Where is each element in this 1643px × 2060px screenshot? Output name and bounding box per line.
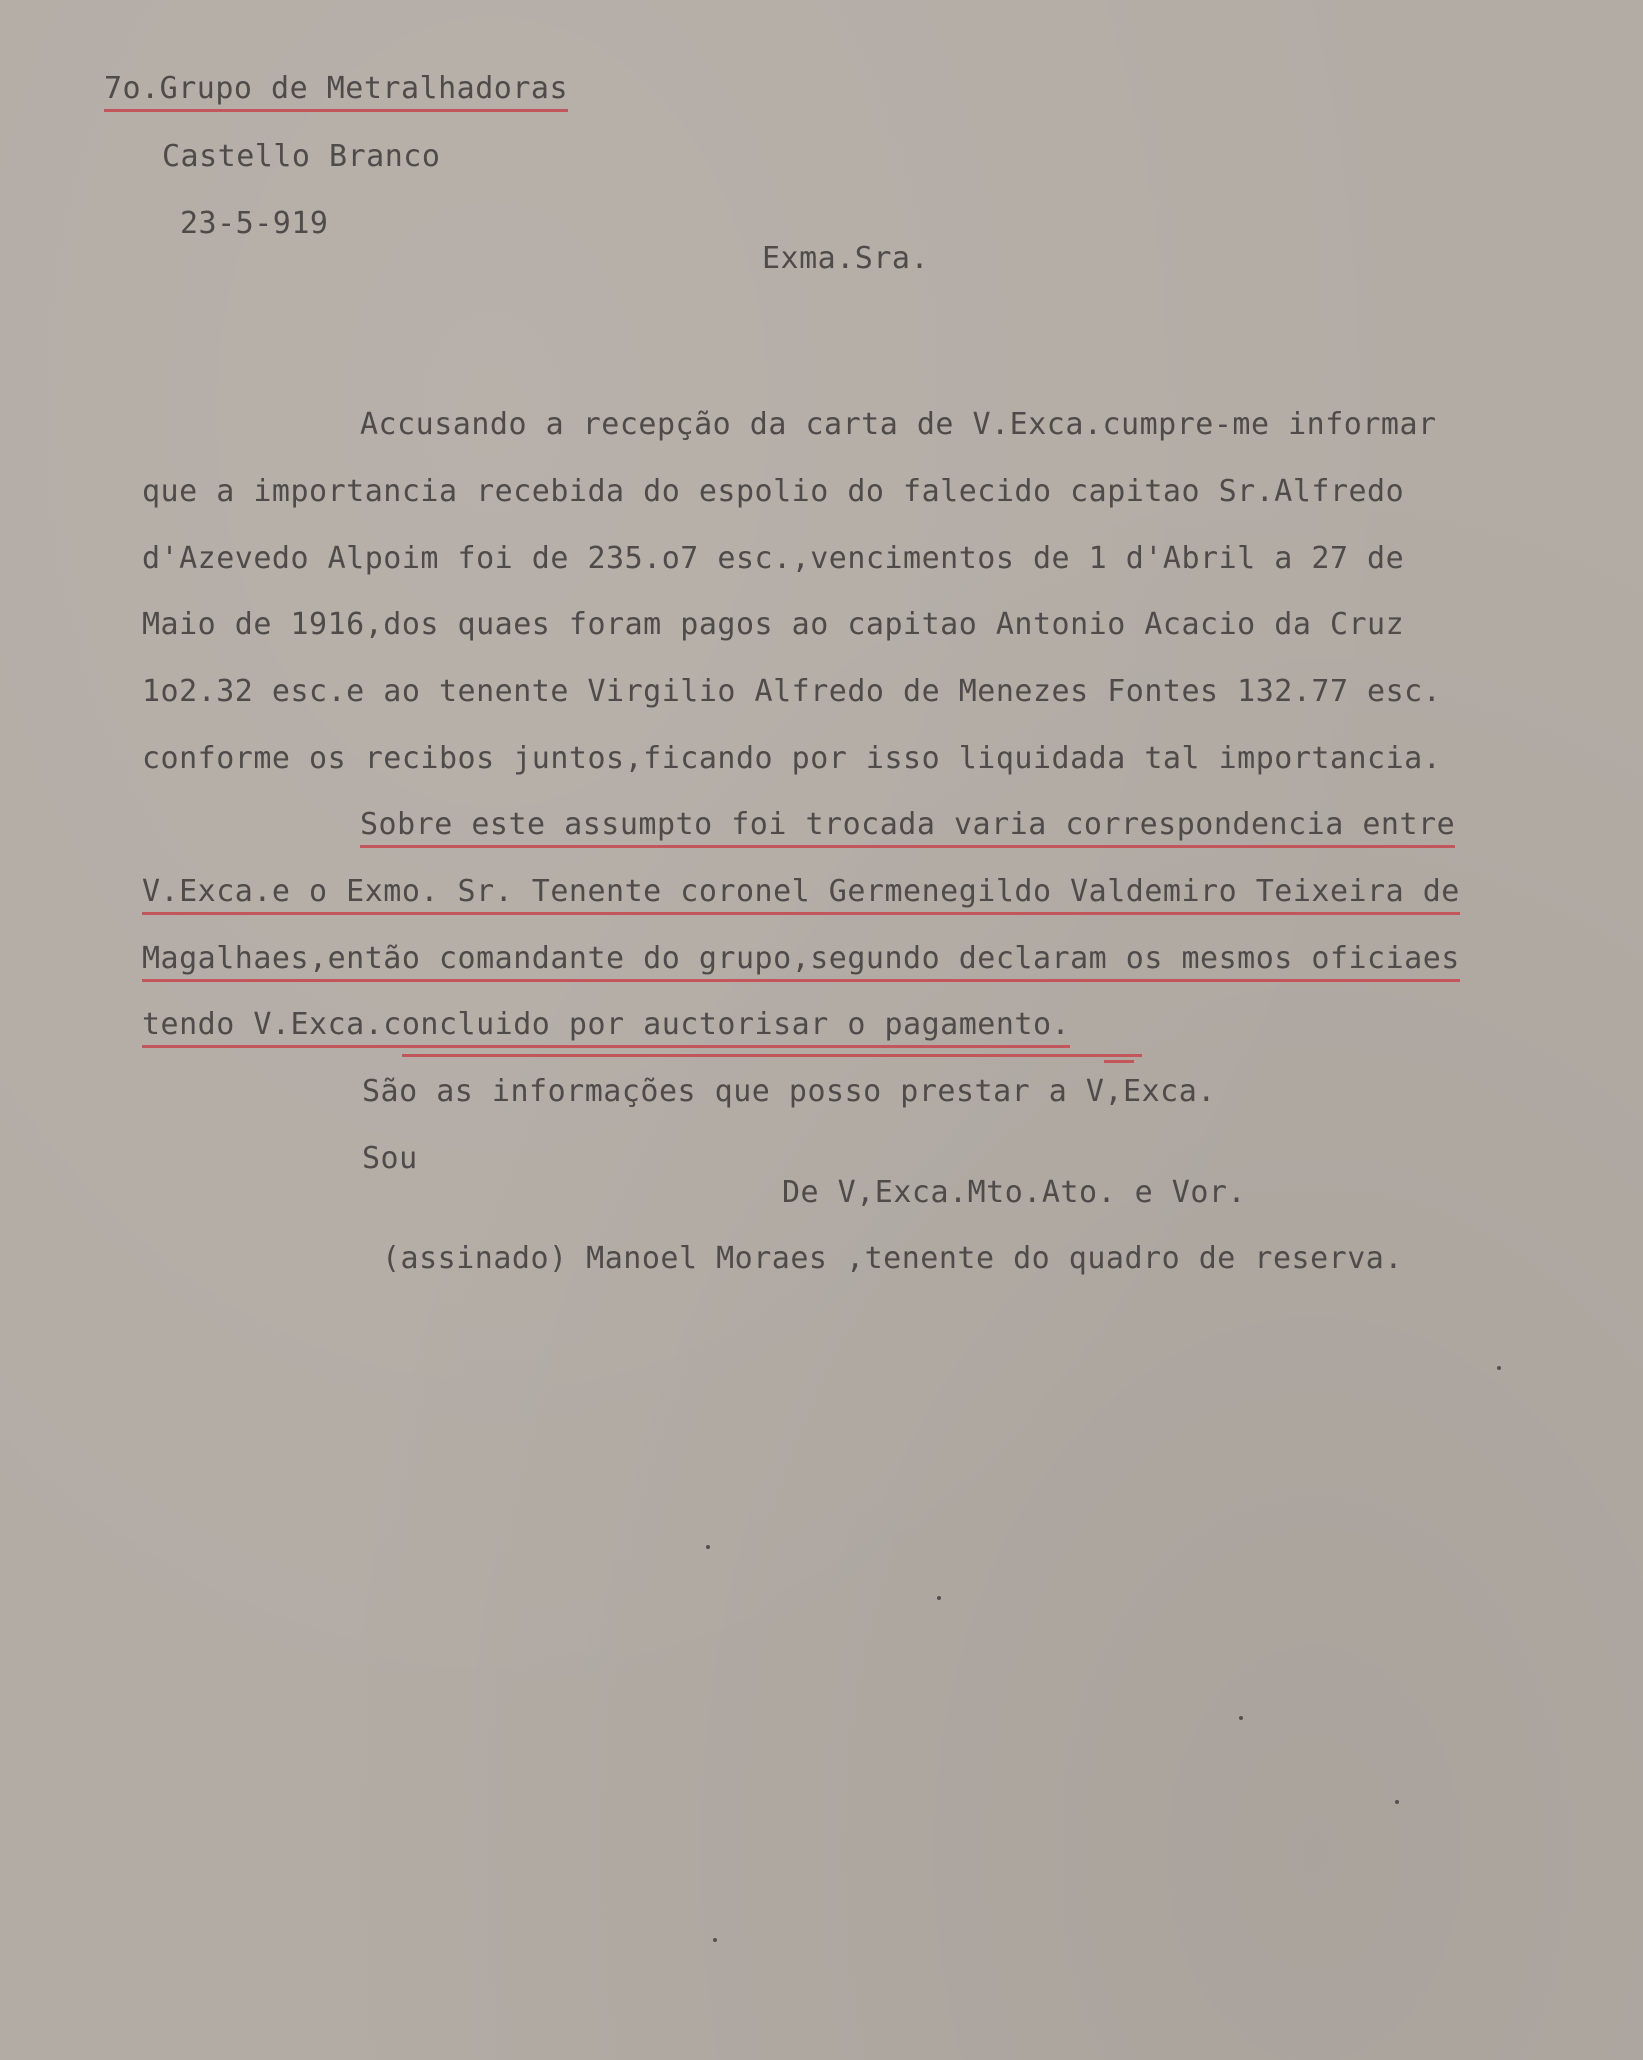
courtesy-line: De V,Exca.Mto.Ato. e Vor. (782, 1175, 1247, 1210)
paragraph1-line4: Maio de 1916,dos quaes foram pagos ao capitao Antonio Acacio da Cruz (142, 607, 1405, 642)
paragraph1-line2: que a importancia recebida do espolio do falecido capitao Sr.Alfredo (142, 474, 1405, 509)
paragraph1-line1: Accusando a recepção da carta de V.Exca.cumpre-me informar (360, 407, 1437, 442)
sou-line: Sou (362, 1141, 418, 1176)
paper-speck (706, 1545, 710, 1549)
paragraph2-line4: tendo V.Exca.concluido por auctorisar o pagamento. (142, 1006, 1070, 1048)
paper-speck (1239, 1716, 1243, 1720)
double-underline-mark (402, 1054, 1142, 1057)
paper-speck (937, 1596, 941, 1600)
signature-line: (assinado) Manoel Moraes ,tenente do quadro de reserva. (382, 1241, 1403, 1276)
place-name: Castello Branco (162, 139, 441, 174)
paper-speck (1395, 1800, 1399, 1804)
paragraph1-line5: 1o2.32 esc.e ao tenente Virgilio Alfredo de Menezes Fontes 132.77 esc. (142, 674, 1442, 709)
salutation: Exma.Sra. (762, 241, 930, 276)
letter-date: 23-5-919 (180, 206, 329, 241)
paper-speck (713, 1938, 717, 1942)
paragraph2-line1: Sobre este assumpto foi trocada varia correspondencia entre (360, 806, 1455, 848)
double-underline-dash (1104, 1060, 1134, 1063)
closing-line: São as informações que posso prestar a V,Exca. (362, 1074, 1216, 1109)
unit-heading: 7o.Grupo de Metralhadoras (104, 70, 568, 112)
paragraph2-line3: Magalhaes,então comandante do grupo,segundo declaram os mesmos oficiaes (142, 940, 1460, 982)
paragraph1-line6: conforme os recibos juntos,ficando por isso liquidada tal importancia. (142, 741, 1442, 776)
paragraph1-line3: d'Azevedo Alpoim foi de 235.o7 esc.,vencimentos de 1 d'Abril a 27 de (142, 541, 1405, 576)
paragraph2-line2: V.Exca.e o Exmo. Sr. Tenente coronel Germenegildo Valdemiro Teixeira de (142, 873, 1460, 915)
paper-speck (1497, 1366, 1501, 1370)
